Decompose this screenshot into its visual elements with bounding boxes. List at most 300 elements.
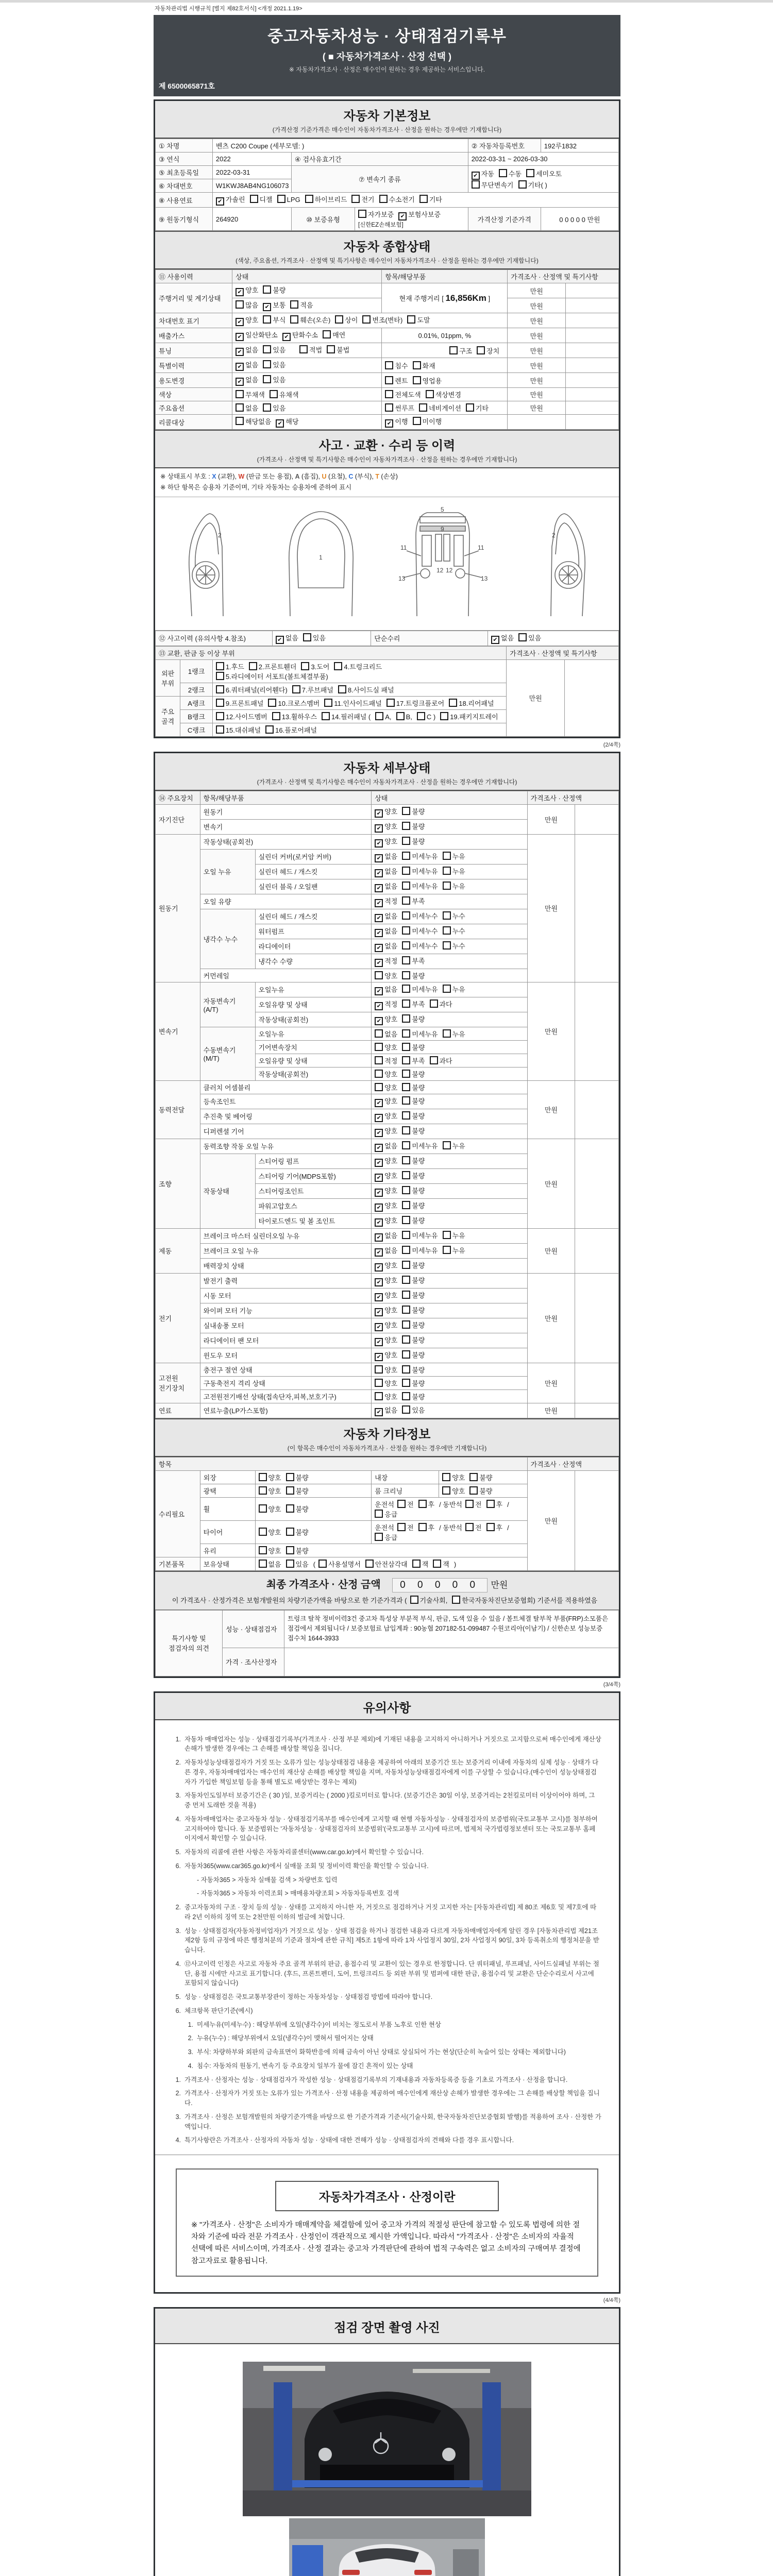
checkbox[interactable] [402, 1201, 410, 1209]
checkbox[interactable]: ✔ [216, 197, 224, 206]
checkbox[interactable] [292, 685, 300, 693]
checkbox[interactable] [419, 403, 427, 412]
checkbox[interactable]: ✔ [375, 884, 383, 892]
checkbox[interactable] [322, 712, 330, 720]
checkbox[interactable] [263, 375, 271, 383]
checkbox[interactable] [263, 285, 271, 294]
checkbox[interactable] [402, 1056, 410, 1064]
checkbox[interactable] [402, 807, 410, 815]
checkbox-option[interactable] [375, 821, 397, 833]
checkbox[interactable] [338, 685, 346, 693]
checkbox-option[interactable] [419, 403, 461, 413]
checkbox[interactable]: ✔ [236, 348, 244, 356]
checkbox[interactable] [402, 1335, 410, 1344]
checkbox[interactable]: ✔ [375, 1144, 383, 1152]
checkbox[interactable] [402, 956, 410, 964]
checkbox-option[interactable] [402, 1200, 425, 1210]
checkbox-option[interactable] [375, 926, 397, 937]
checkbox-option[interactable] [375, 836, 397, 848]
checkbox[interactable] [402, 867, 410, 875]
checkbox-option[interactable] [472, 180, 514, 190]
checkbox-option[interactable] [486, 1499, 503, 1509]
checkbox-option[interactable] [375, 971, 397, 980]
checkbox[interactable]: ✔ [375, 1159, 383, 1167]
checkbox[interactable] [362, 315, 371, 324]
checkbox[interactable] [290, 300, 298, 309]
checkbox-option[interactable] [334, 662, 382, 671]
checkbox[interactable] [402, 1096, 410, 1105]
checkbox[interactable] [472, 180, 480, 189]
checkbox[interactable] [270, 390, 278, 398]
checkbox[interactable] [324, 699, 332, 707]
checkbox[interactable]: ✔ [375, 1308, 383, 1316]
checkbox-option[interactable] [402, 821, 425, 831]
checkbox[interactable] [426, 390, 434, 398]
checkbox[interactable] [402, 852, 410, 860]
checkbox[interactable] [286, 1528, 294, 1536]
checkbox-option[interactable] [402, 911, 438, 921]
checkbox-option[interactable] [402, 1245, 438, 1255]
checkbox-option[interactable] [426, 389, 461, 399]
checkbox[interactable]: ✔ [375, 944, 383, 952]
checkbox[interactable] [385, 376, 393, 384]
checkbox-option[interactable] [402, 1096, 425, 1106]
checkbox[interactable] [452, 1596, 460, 1604]
checkbox-option[interactable] [402, 926, 438, 936]
checkbox[interactable] [286, 1473, 294, 1481]
checkbox[interactable] [518, 180, 527, 189]
checkbox[interactable] [402, 1126, 410, 1134]
checkbox-option[interactable] [410, 1595, 448, 1605]
checkbox[interactable] [402, 1043, 410, 1051]
checkbox-option[interactable] [402, 1029, 438, 1039]
checkbox-option[interactable] [375, 1305, 397, 1316]
checkbox[interactable] [417, 712, 425, 720]
checkbox[interactable] [419, 195, 428, 203]
checkbox-option[interactable] [443, 941, 465, 951]
checkbox-option[interactable] [402, 1365, 425, 1375]
checkbox-option[interactable] [413, 416, 442, 426]
checkbox[interactable]: ✔ [375, 1233, 383, 1242]
checkbox[interactable] [443, 941, 451, 950]
checkbox-option[interactable] [375, 941, 397, 952]
checkbox-option[interactable] [263, 375, 285, 384]
checkbox-option[interactable] [443, 911, 465, 921]
checkbox[interactable]: ✔ [276, 419, 284, 428]
checkbox[interactable]: ✔ [375, 1248, 383, 1257]
checkbox-option[interactable] [259, 1527, 281, 1537]
checkbox[interactable] [375, 1379, 383, 1387]
checkbox[interactable] [259, 1504, 267, 1513]
checkbox[interactable] [402, 1171, 410, 1179]
checkbox[interactable]: ✔ [375, 914, 383, 922]
checkbox-option[interactable] [236, 300, 258, 310]
checkbox-option[interactable] [236, 345, 258, 356]
checkbox-option[interactable] [375, 956, 397, 967]
checkbox[interactable]: ✔ [375, 1278, 383, 1286]
checkbox[interactable] [486, 1523, 495, 1531]
checkbox[interactable]: ✔ [375, 987, 383, 995]
checkbox-option[interactable] [375, 1275, 397, 1286]
checkbox-option[interactable] [268, 698, 320, 708]
checkbox-option[interactable] [430, 1056, 452, 1065]
checkbox-option[interactable] [518, 633, 541, 642]
checkbox[interactable] [385, 390, 393, 398]
checkbox[interactable] [465, 1500, 474, 1508]
checkbox-option[interactable] [263, 285, 285, 295]
checkbox[interactable]: ✔ [375, 1002, 383, 1010]
checkbox-option[interactable] [440, 711, 498, 721]
checkbox[interactable] [402, 1070, 410, 1078]
checkbox[interactable] [440, 712, 448, 720]
checkbox-option[interactable] [430, 999, 452, 1009]
checkbox[interactable] [402, 1291, 410, 1299]
checkbox[interactable] [236, 300, 244, 309]
checkbox-option[interactable] [419, 194, 442, 204]
checkbox[interactable] [375, 1056, 383, 1064]
checkbox-option[interactable] [418, 1522, 435, 1532]
checkbox[interactable] [413, 417, 421, 425]
checkbox-option[interactable] [351, 194, 374, 204]
checkbox-option[interactable] [413, 376, 442, 385]
checkbox-option[interactable] [322, 711, 371, 721]
checkbox[interactable]: ✔ [236, 318, 244, 326]
checkbox[interactable] [402, 1014, 410, 1023]
checkbox-option[interactable] [402, 1335, 425, 1345]
checkbox[interactable] [402, 1186, 410, 1194]
checkbox-option[interactable] [472, 168, 494, 180]
checkbox-option[interactable] [407, 315, 430, 325]
checkbox[interactable] [402, 1111, 410, 1120]
checkbox-option[interactable] [375, 1069, 397, 1079]
checkbox-option[interactable] [375, 1111, 397, 1122]
checkbox-option[interactable] [375, 896, 397, 907]
checkbox-option[interactable] [402, 999, 425, 1009]
checkbox[interactable]: ✔ [375, 1204, 383, 1212]
checkbox-option[interactable] [402, 941, 438, 951]
checkbox[interactable] [465, 1523, 474, 1531]
checkbox[interactable] [402, 896, 410, 905]
checkbox[interactable] [402, 822, 410, 830]
checkbox[interactable] [301, 662, 309, 670]
checkbox-option[interactable] [375, 806, 397, 818]
checkbox-option[interactable] [290, 300, 313, 310]
checkbox-option[interactable] [259, 1486, 281, 1496]
checkbox-option[interactable] [491, 633, 514, 644]
checkbox-option[interactable] [402, 971, 425, 980]
checkbox-option[interactable] [216, 662, 244, 671]
checkbox-option[interactable] [443, 851, 465, 861]
checkbox[interactable] [286, 1546, 294, 1554]
checkbox-option[interactable] [375, 1096, 397, 1107]
checkbox[interactable] [385, 403, 393, 412]
checkbox-option[interactable] [402, 1275, 425, 1285]
checkbox[interactable]: ✔ [276, 636, 284, 644]
checkbox-option[interactable] [402, 866, 438, 876]
checkbox[interactable] [477, 346, 485, 354]
checkbox[interactable] [351, 195, 360, 203]
checkbox-option[interactable] [216, 194, 245, 206]
checkbox[interactable] [469, 1473, 478, 1481]
checkbox[interactable] [286, 1560, 294, 1568]
checkbox[interactable] [216, 685, 224, 693]
checkbox[interactable]: ✔ [375, 1323, 383, 1331]
checkbox-option[interactable] [375, 999, 397, 1010]
checkbox-option[interactable] [413, 361, 435, 370]
checkbox[interactable] [397, 1523, 406, 1531]
checkbox[interactable] [396, 712, 405, 720]
checkbox[interactable] [443, 985, 451, 993]
checkbox-option[interactable] [443, 1230, 465, 1240]
checkbox-option[interactable] [375, 1378, 397, 1388]
checkbox-option[interactable] [375, 1126, 397, 1137]
checkbox-option[interactable] [216, 711, 267, 721]
checkbox-option[interactable] [402, 1290, 425, 1300]
checkbox-option[interactable] [402, 1185, 425, 1195]
checkbox[interactable] [449, 346, 458, 354]
checkbox[interactable] [402, 985, 410, 993]
checkbox[interactable] [402, 971, 410, 979]
checkbox-option[interactable] [443, 1029, 465, 1039]
checkbox[interactable] [402, 1156, 410, 1164]
checkbox[interactable] [335, 315, 343, 324]
checkbox-option[interactable] [477, 346, 499, 355]
checkbox-option[interactable] [375, 1509, 397, 1519]
checkbox-option[interactable] [443, 984, 465, 994]
checkbox[interactable] [486, 1500, 495, 1508]
checkbox-option[interactable] [375, 1392, 397, 1401]
checkbox-option[interactable] [449, 346, 472, 355]
checkbox[interactable] [402, 1379, 410, 1387]
checkbox-option[interactable] [486, 1522, 503, 1532]
checkbox-option[interactable] [375, 1215, 397, 1227]
checkbox-option[interactable] [402, 1082, 425, 1092]
checkbox-option[interactable] [465, 1522, 482, 1532]
checkbox-option[interactable] [259, 1504, 281, 1514]
checkbox-option[interactable] [276, 633, 298, 644]
checkbox[interactable] [318, 1560, 327, 1568]
checkbox-option[interactable] [385, 389, 421, 399]
checkbox-option[interactable] [236, 403, 258, 413]
checkbox-option[interactable] [303, 633, 326, 642]
checkbox-option[interactable] [338, 685, 394, 694]
checkbox-option[interactable] [263, 300, 285, 311]
checkbox-option[interactable] [402, 851, 438, 861]
checkbox[interactable] [375, 1070, 383, 1078]
checkbox-option[interactable] [375, 1171, 397, 1182]
checkbox[interactable] [430, 999, 438, 1008]
checkbox[interactable] [518, 633, 527, 641]
checkbox[interactable] [418, 1500, 427, 1508]
checkbox[interactable]: ✔ [375, 824, 383, 833]
checkbox-option[interactable] [443, 1141, 465, 1150]
checkbox-option[interactable] [249, 662, 297, 671]
checkbox-option[interactable] [236, 315, 258, 326]
checkbox[interactable] [433, 1560, 441, 1568]
checkbox-option[interactable] [236, 416, 271, 426]
checkbox[interactable] [402, 882, 410, 890]
checkbox[interactable]: ✔ [375, 1408, 383, 1416]
checkbox-option[interactable] [236, 389, 265, 399]
checkbox-option[interactable] [263, 345, 285, 354]
checkbox-option[interactable] [469, 1486, 492, 1496]
checkbox[interactable]: ✔ [236, 333, 244, 341]
checkbox[interactable] [402, 1216, 410, 1224]
checkbox[interactable] [402, 911, 410, 920]
checkbox[interactable]: ✔ [236, 288, 244, 296]
checkbox-option[interactable] [375, 1350, 397, 1361]
checkbox-option[interactable] [263, 315, 285, 325]
checkbox-option[interactable] [375, 1230, 397, 1242]
checkbox[interactable] [469, 1486, 478, 1495]
checkbox[interactable]: ✔ [375, 899, 383, 907]
checkbox-option[interactable] [402, 896, 425, 906]
checkbox[interactable] [236, 417, 244, 425]
checkbox-option[interactable] [402, 1320, 425, 1330]
checkbox[interactable] [402, 926, 410, 935]
checkbox-option[interactable] [324, 698, 381, 708]
checkbox[interactable] [443, 1231, 451, 1239]
checkbox[interactable] [365, 1560, 374, 1568]
checkbox-option[interactable] [216, 698, 264, 708]
checkbox-option[interactable] [518, 180, 547, 190]
checkbox-option[interactable] [375, 1365, 397, 1375]
checkbox[interactable] [259, 1486, 267, 1495]
checkbox[interactable] [299, 345, 308, 353]
checkbox-option[interactable] [386, 698, 444, 708]
checkbox-option[interactable] [375, 1185, 397, 1197]
checkbox[interactable] [402, 1306, 410, 1314]
checkbox[interactable] [375, 1365, 383, 1374]
checkbox[interactable] [402, 1141, 410, 1149]
checkbox-option[interactable] [375, 1532, 397, 1542]
checkbox[interactable]: ✔ [236, 363, 244, 371]
checkbox[interactable] [402, 1261, 410, 1269]
checkbox-option[interactable] [452, 1595, 597, 1605]
checkbox[interactable] [263, 345, 271, 353]
checkbox[interactable] [263, 403, 271, 412]
checkbox-option[interactable] [402, 1126, 425, 1136]
checkbox-option[interactable] [402, 1405, 425, 1415]
checkbox[interactable]: ✔ [375, 1218, 383, 1227]
checkbox[interactable] [443, 1141, 451, 1149]
checkbox[interactable] [430, 1056, 438, 1064]
checkbox-option[interactable] [449, 698, 494, 708]
checkbox[interactable] [443, 926, 451, 935]
checkbox[interactable] [265, 725, 274, 734]
checkbox-option[interactable] [216, 685, 288, 694]
checkbox-option[interactable] [402, 836, 425, 846]
checkbox[interactable] [286, 1486, 294, 1495]
checkbox[interactable] [259, 1560, 267, 1568]
checkbox-option[interactable] [379, 194, 415, 204]
checkbox-option[interactable] [286, 1546, 309, 1555]
checkbox-option[interactable] [402, 1350, 425, 1360]
checkbox-option[interactable] [375, 1056, 397, 1065]
checkbox-option[interactable] [396, 712, 412, 721]
checkbox[interactable] [263, 360, 271, 368]
checkbox-option[interactable] [443, 1245, 465, 1255]
checkbox-option[interactable] [397, 1522, 414, 1532]
checkbox[interactable] [272, 712, 280, 720]
checkbox-option[interactable] [282, 330, 318, 341]
checkbox[interactable] [443, 911, 451, 920]
checkbox-option[interactable] [305, 194, 347, 204]
checkbox-option[interactable] [398, 209, 441, 221]
checkbox-option[interactable] [418, 1499, 435, 1509]
checkbox-option[interactable] [365, 1559, 408, 1569]
checkbox[interactable] [418, 1523, 427, 1531]
checkbox[interactable] [402, 1405, 410, 1414]
checkbox[interactable] [443, 867, 451, 875]
checkbox[interactable] [402, 1320, 410, 1329]
checkbox-option[interactable] [375, 1156, 397, 1167]
checkbox-option[interactable] [465, 1499, 482, 1509]
checkbox[interactable] [379, 195, 388, 203]
checkbox-option[interactable] [375, 1335, 397, 1346]
checkbox-option[interactable] [402, 1171, 425, 1180]
checkbox[interactable] [413, 376, 421, 384]
checkbox[interactable] [402, 941, 410, 950]
checkbox-option[interactable] [442, 1472, 465, 1482]
checkbox[interactable] [402, 1246, 410, 1254]
checkbox[interactable] [375, 1392, 383, 1400]
checkbox-option[interactable] [263, 403, 285, 413]
checkbox[interactable] [466, 403, 474, 412]
checkbox-option[interactable] [259, 1546, 281, 1555]
checkbox[interactable] [375, 971, 383, 979]
checkbox[interactable]: ✔ [472, 172, 480, 180]
checkbox[interactable] [385, 361, 393, 369]
checkbox[interactable] [259, 1546, 267, 1554]
checkbox-option[interactable] [402, 956, 425, 965]
checkbox-option[interactable] [402, 1378, 425, 1388]
checkbox[interactable]: ✔ [375, 1174, 383, 1182]
checkbox-option[interactable] [375, 1200, 397, 1212]
checkbox[interactable] [402, 1365, 410, 1374]
checkbox[interactable] [259, 1473, 267, 1481]
checkbox[interactable] [236, 403, 244, 412]
checkbox-option[interactable] [299, 345, 322, 354]
checkbox-option[interactable] [236, 375, 258, 386]
checkbox[interactable]: ✔ [375, 869, 383, 877]
checkbox-option[interactable] [402, 1156, 425, 1165]
checkbox[interactable] [402, 837, 410, 845]
checkbox[interactable] [402, 1350, 410, 1359]
checkbox[interactable]: ✔ [375, 1293, 383, 1301]
checkbox[interactable] [290, 315, 298, 324]
checkbox[interactable]: ✔ [375, 1353, 383, 1361]
checkbox-option[interactable] [301, 662, 329, 671]
checkbox-option[interactable] [433, 1559, 449, 1569]
checkbox[interactable] [259, 1528, 267, 1536]
checkbox[interactable] [449, 699, 457, 707]
checkbox[interactable] [443, 1029, 451, 1038]
checkbox[interactable] [323, 330, 331, 338]
checkbox[interactable] [327, 345, 335, 353]
checkbox-option[interactable] [335, 315, 358, 325]
checkbox[interactable]: ✔ [375, 854, 383, 862]
checkbox[interactable] [443, 882, 451, 890]
checkbox[interactable]: ✔ [398, 212, 407, 221]
checkbox-option[interactable] [216, 725, 261, 735]
checkbox-option[interactable] [443, 866, 465, 876]
checkbox-option[interactable] [402, 1230, 438, 1240]
checkbox-option[interactable] [402, 1014, 425, 1024]
checkbox-option[interactable] [292, 685, 333, 694]
checkbox[interactable] [216, 699, 224, 707]
checkbox-option[interactable] [286, 1486, 309, 1496]
